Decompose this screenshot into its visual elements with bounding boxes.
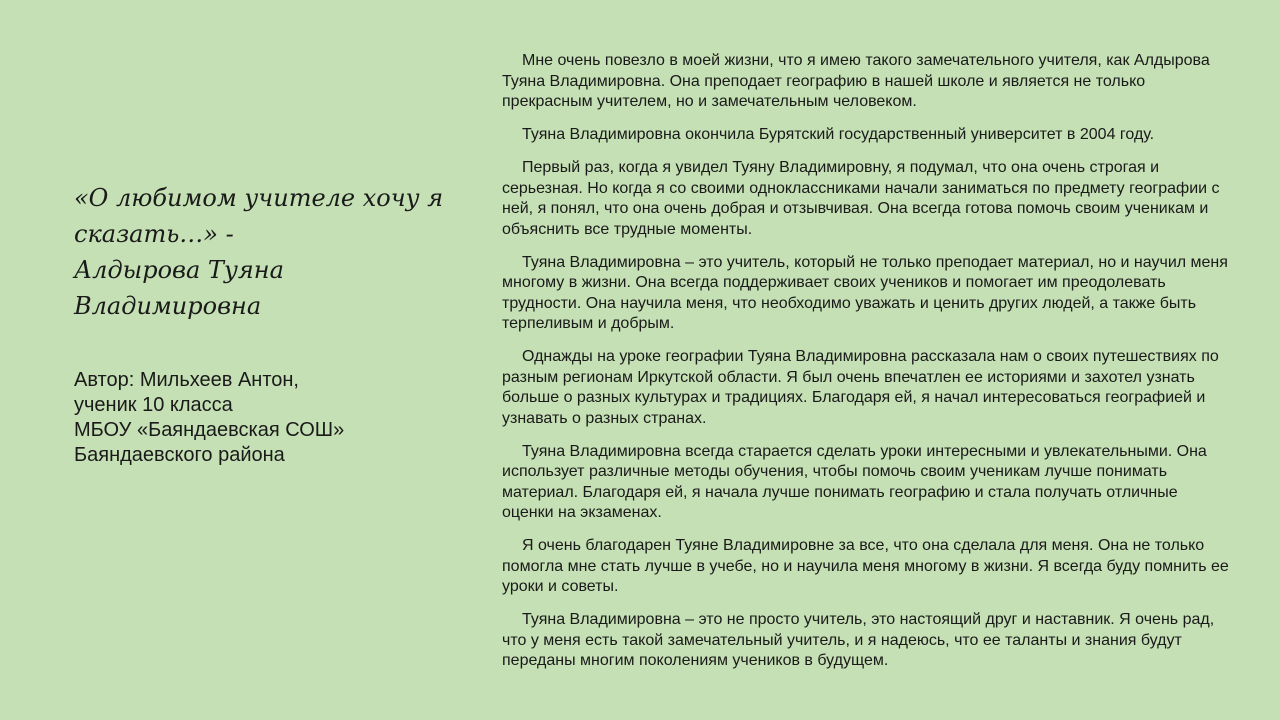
essay-paragraph: Мне очень повезло в моей жизни, что я имею такого замечательного учителя, как Алдырова Туяна Владимировна. Она преподает географию в нашей школе и является не только прекрасным учителем, но и замечательным человеком. (502, 52, 1210, 110)
essay-paragraph: Туяна Владимировна всегда старается сделать уроки интересными и увлекательными. Она использует различные методы обучения, чтобы помочь своим ученикам лучше понимать материал. Благодаря ей, я начала лучше понимать географию и стала получать отличные оценки на экзаменах. (502, 442, 1207, 521)
author-name: Автор: Мильхеев Антон, (74, 369, 299, 391)
essay-paragraph: Я очень благодарен Туяне Владимировне за все, что она сделала для меня. Она не только помогла мне стать лучше в учебе, но и научила меня многому в жизни. Я всегда буду помнить ее уроки и советы. (502, 537, 1229, 595)
slide-title (74, 180, 454, 324)
title-line: Владимировна (74, 292, 262, 320)
title-line: Алдырова Туяна (74, 256, 284, 284)
author-grade: ученик 10 класса (74, 394, 233, 416)
essay-body (502, 51, 1232, 684)
essay-paragraph: Первый раз, когда я увидел Туяну Владимировну, я подумал, что она очень строгая и серьезная. Но когда я со своими одноклассниками начали заниматься по предмету географии с ней, я понял, что она очень добрая и отзывчивая. Она всегда готова помочь своим ученикам и объяснить все трудные моменты. (502, 159, 1220, 238)
author-school: МБОУ «Баяндаевская СОШ» (74, 419, 345, 441)
essay-paragraph: Туяна Владимировна – это учитель, который не только преподает материал, но и научил меня многому в жизни. Она всегда поддерживает своих учеников и помогает им преодолевать трудности. Она научила меня, что необходимо уважать и ценить других людей, а также быть терпеливым и добрым. (502, 253, 1228, 332)
title-line: «О любимом учителе хочу я (74, 184, 444, 212)
author-block (74, 368, 454, 468)
left-column (74, 180, 454, 468)
essay-paragraph: Туяна Владимировна – это не просто учитель, это настоящий друг и наставник. Я очень рад, что у меня есть такой замечательный учитель, и я надеюсь, что ее таланты и знания будут переданы многим поколениям учеников в будущем. (502, 611, 1215, 669)
essay-paragraph: Однажды на уроке географии Туяна Владимировна рассказала нам о своих путешествиях по разным регионам Иркутской области. Я был очень впечатлен ее историями и захотел узнать больше о разных культурах и традициях. Благодаря ей, я начал интересоваться географией и узнавать о разных странах. (502, 348, 1219, 427)
title-line: сказать…» - (74, 220, 234, 248)
author-district: Баяндаевского района (74, 444, 285, 466)
essay-paragraph: Туяна Владимировна окончила Бурятский государственный университет в 2004 году. (522, 126, 1155, 143)
